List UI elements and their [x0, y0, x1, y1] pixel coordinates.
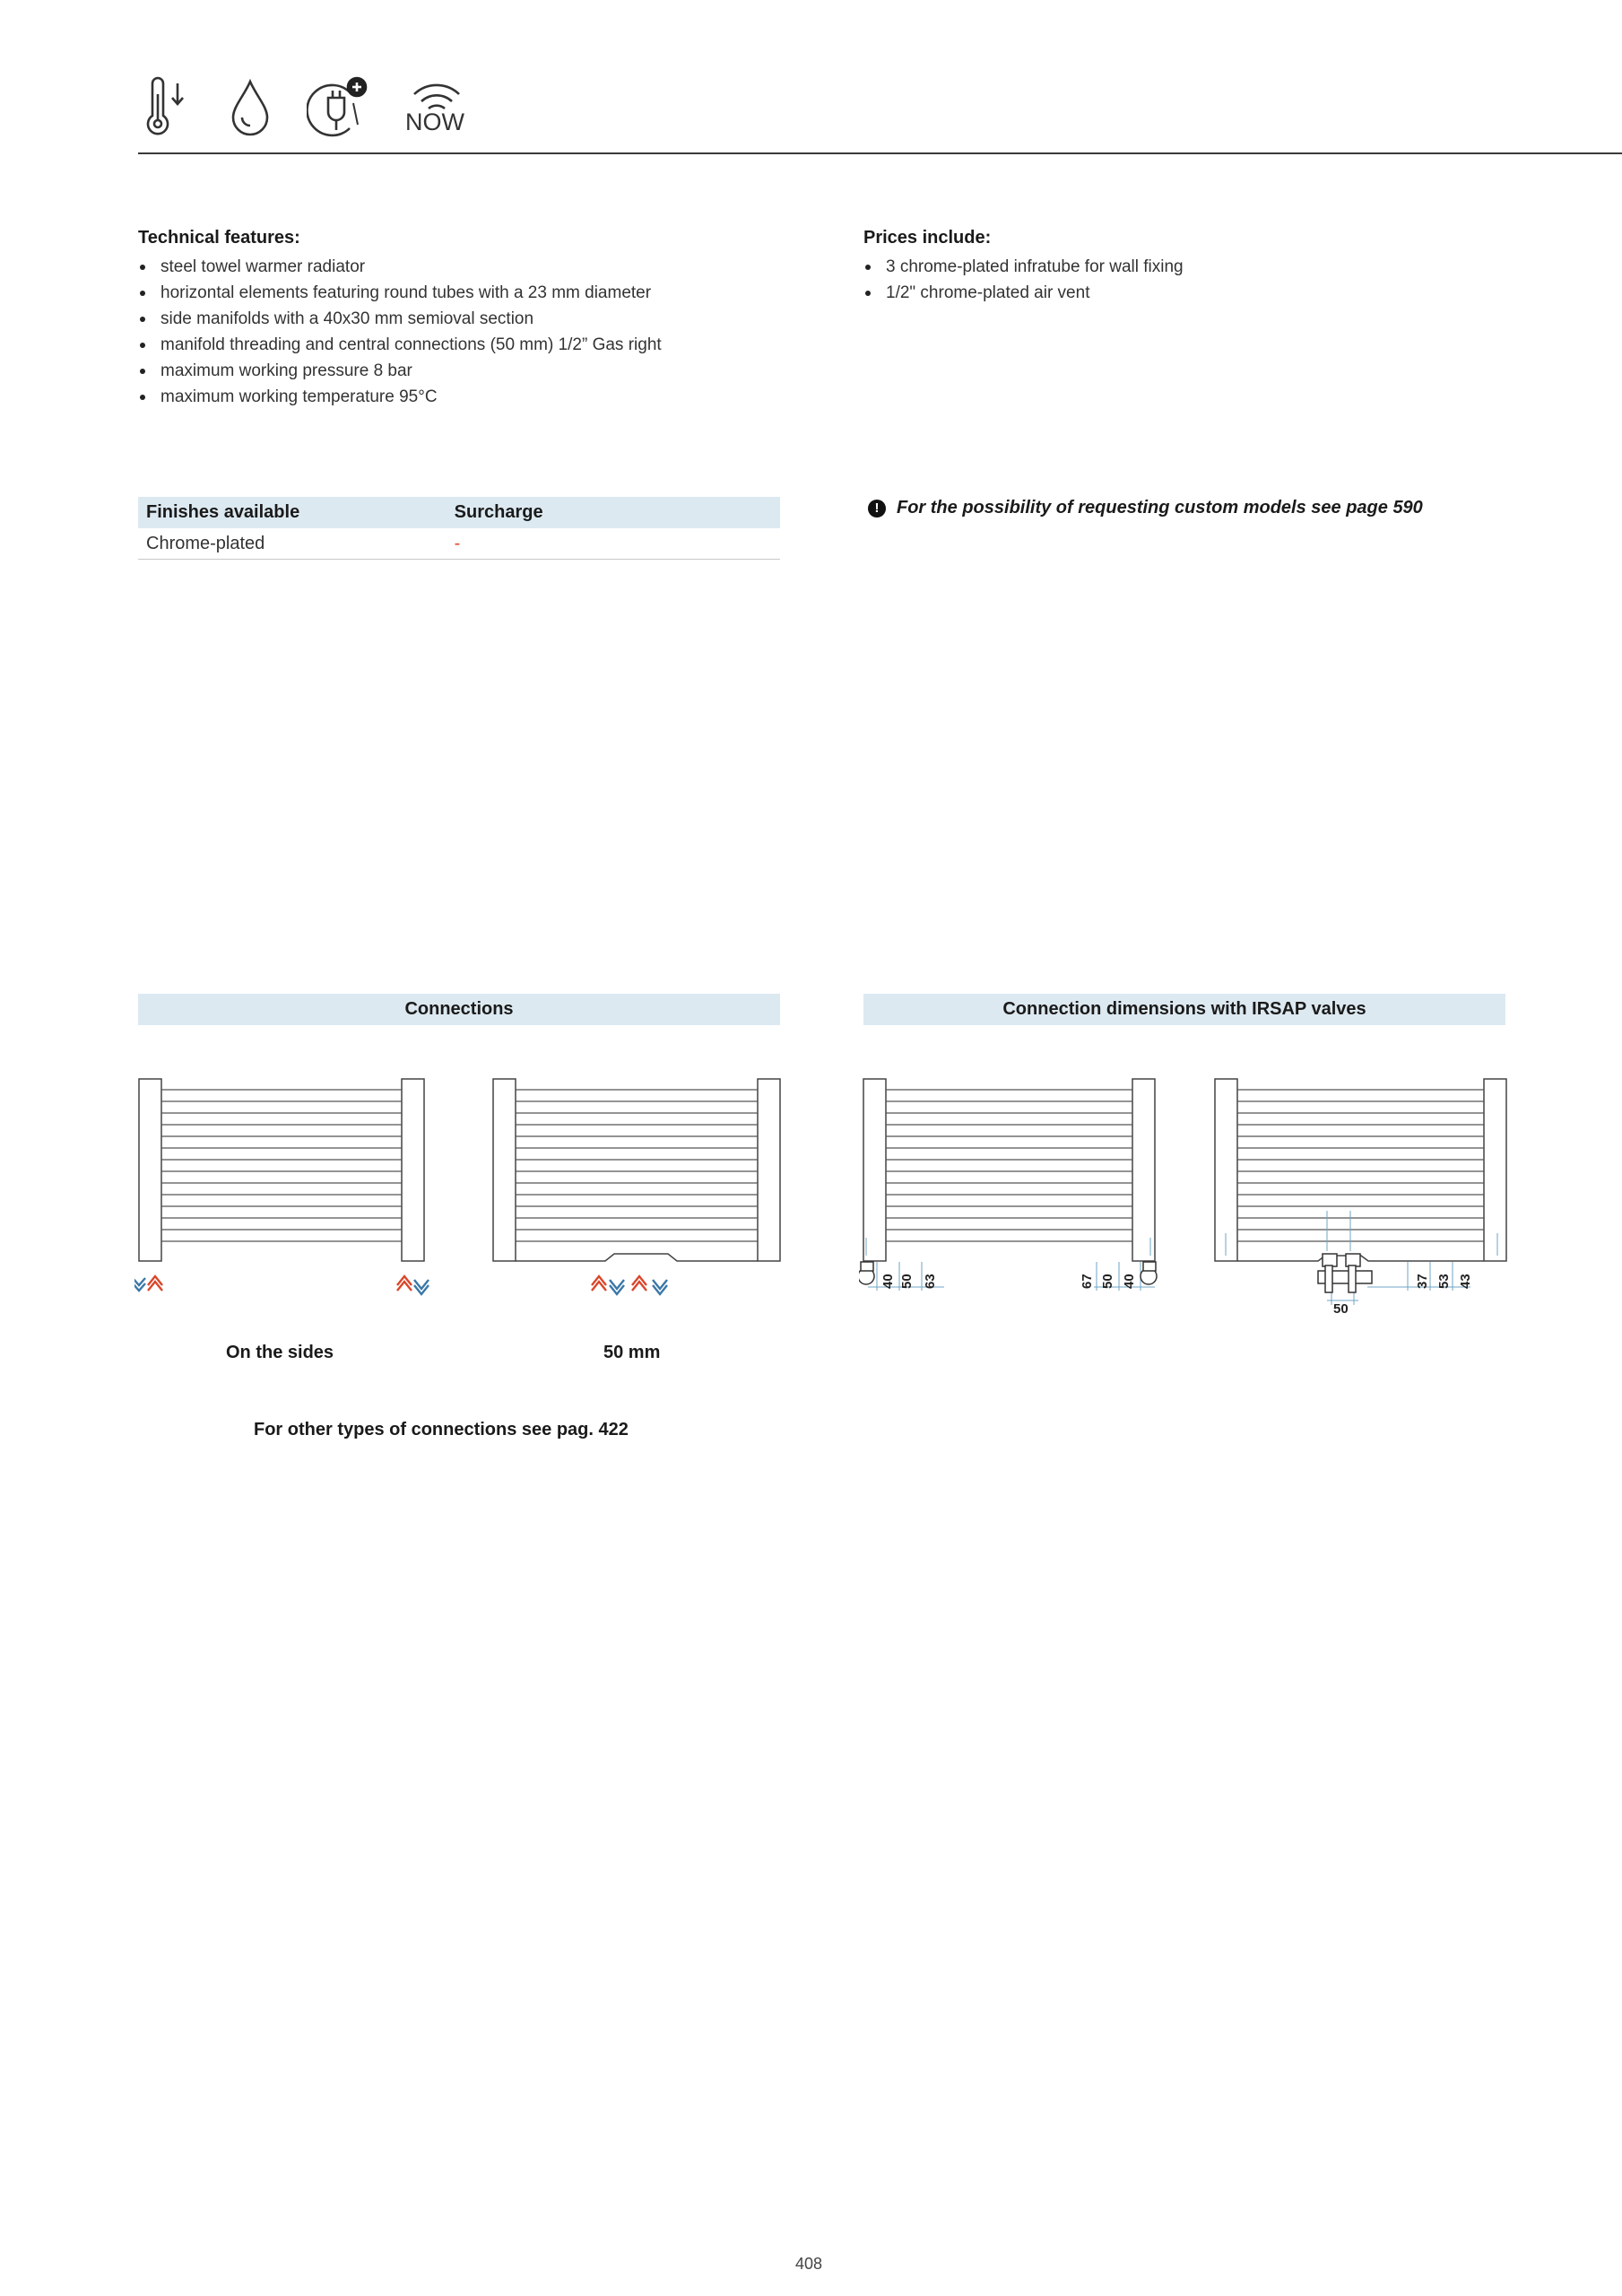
page-number: 408 [795, 2255, 823, 2273]
central-connection-label: 50 mm [603, 1343, 661, 1362]
custom-models-note [868, 498, 1423, 518]
list-item: horizontal elements featuring round tubes with a 23 mm diameter [138, 280, 837, 306]
side-connection-label: On the sides [226, 1343, 334, 1362]
now-label: NOW [405, 108, 464, 135]
prices-list [863, 254, 1491, 306]
radiator-side-connection-diagram [134, 1072, 444, 1314]
technical-title: Technical features: [138, 228, 300, 248]
prices-include [863, 228, 1491, 306]
flow-arrows [134, 1276, 429, 1294]
dim-label: 50 [1100, 1274, 1115, 1289]
dim-label: 53 [1436, 1274, 1452, 1289]
list-item: 1/2" chrome-plated air vent [863, 280, 1491, 306]
finish-name: Chrome-plated [138, 528, 447, 560]
wifi-now-icon [405, 76, 468, 144]
dim-label: 67 [1080, 1274, 1095, 1289]
horizontal-tubes [516, 1090, 758, 1241]
list-item: maximum working temperature 95°C [138, 384, 837, 410]
table-header-row [138, 497, 780, 528]
dim-label: 50 [899, 1274, 915, 1289]
left-manifold [863, 1079, 886, 1261]
irsap-title: Connection dimensions with IRSAP valves [1002, 999, 1366, 1019]
radiator-central-connection-diagram [489, 1072, 789, 1314]
flow-arrows [592, 1276, 667, 1294]
right-manifold [758, 1079, 780, 1261]
list-item: manifold threading and central connections (50 mm) 1/2” Gas right [138, 332, 837, 358]
list-item: steel towel warmer radiator [138, 254, 837, 280]
water-drop-icon [228, 76, 273, 144]
header-rule [138, 152, 1622, 154]
left-manifold [139, 1079, 161, 1261]
irsap-side-valves-diagram [859, 1072, 1168, 1314]
irsap-bar [863, 994, 1505, 1025]
list-item: maximum working pressure 8 bar [138, 358, 837, 384]
technical-features [138, 228, 837, 410]
prices-title: Prices include: [863, 228, 992, 248]
irsap-central-valves-diagram [1210, 1072, 1515, 1314]
finish-surcharge: - [447, 528, 780, 560]
connections-title: Connections [404, 999, 514, 1019]
connections-bar [138, 994, 780, 1025]
dimension-lines [1226, 1211, 1497, 1305]
dim-label: 37 [1415, 1274, 1430, 1289]
left-manifold [493, 1079, 516, 1261]
thermometer-down-icon [143, 76, 194, 144]
exclamation-icon: ! [868, 500, 886, 517]
finishes-table [138, 497, 780, 560]
valves [1318, 1254, 1372, 1292]
horizontal-tubes [1237, 1090, 1484, 1241]
surcharge-header: Surcharge [447, 497, 780, 528]
bottom-rail [516, 1254, 758, 1261]
list-item: side manifolds with a 40x30 mm semioval section [138, 306, 837, 332]
dim-label: 43 [1458, 1274, 1473, 1289]
table-row [138, 528, 780, 560]
header-icons [143, 74, 468, 145]
dim-label: 63 [923, 1274, 938, 1289]
horizontal-tubes [161, 1090, 402, 1241]
list-item: 3 chrome-plated infratube for wall fixing [863, 254, 1491, 280]
right-manifold [1484, 1079, 1506, 1261]
technical-list [138, 254, 837, 410]
note-text: For the possibility of requesting custom models see page 590 [897, 498, 1423, 517]
other-connections-note: For other types of connections see pag. 422 [254, 1420, 629, 1439]
horizontal-tubes [886, 1090, 1132, 1241]
dim-label: 50 [1333, 1301, 1349, 1314]
dim-label: 40 [880, 1274, 896, 1289]
right-manifold [1132, 1079, 1155, 1261]
dim-label: 40 [1122, 1274, 1137, 1289]
right-manifold [402, 1079, 424, 1261]
finishes-header: Finishes available [138, 497, 447, 528]
electric-plug-plus-icon [307, 76, 371, 144]
